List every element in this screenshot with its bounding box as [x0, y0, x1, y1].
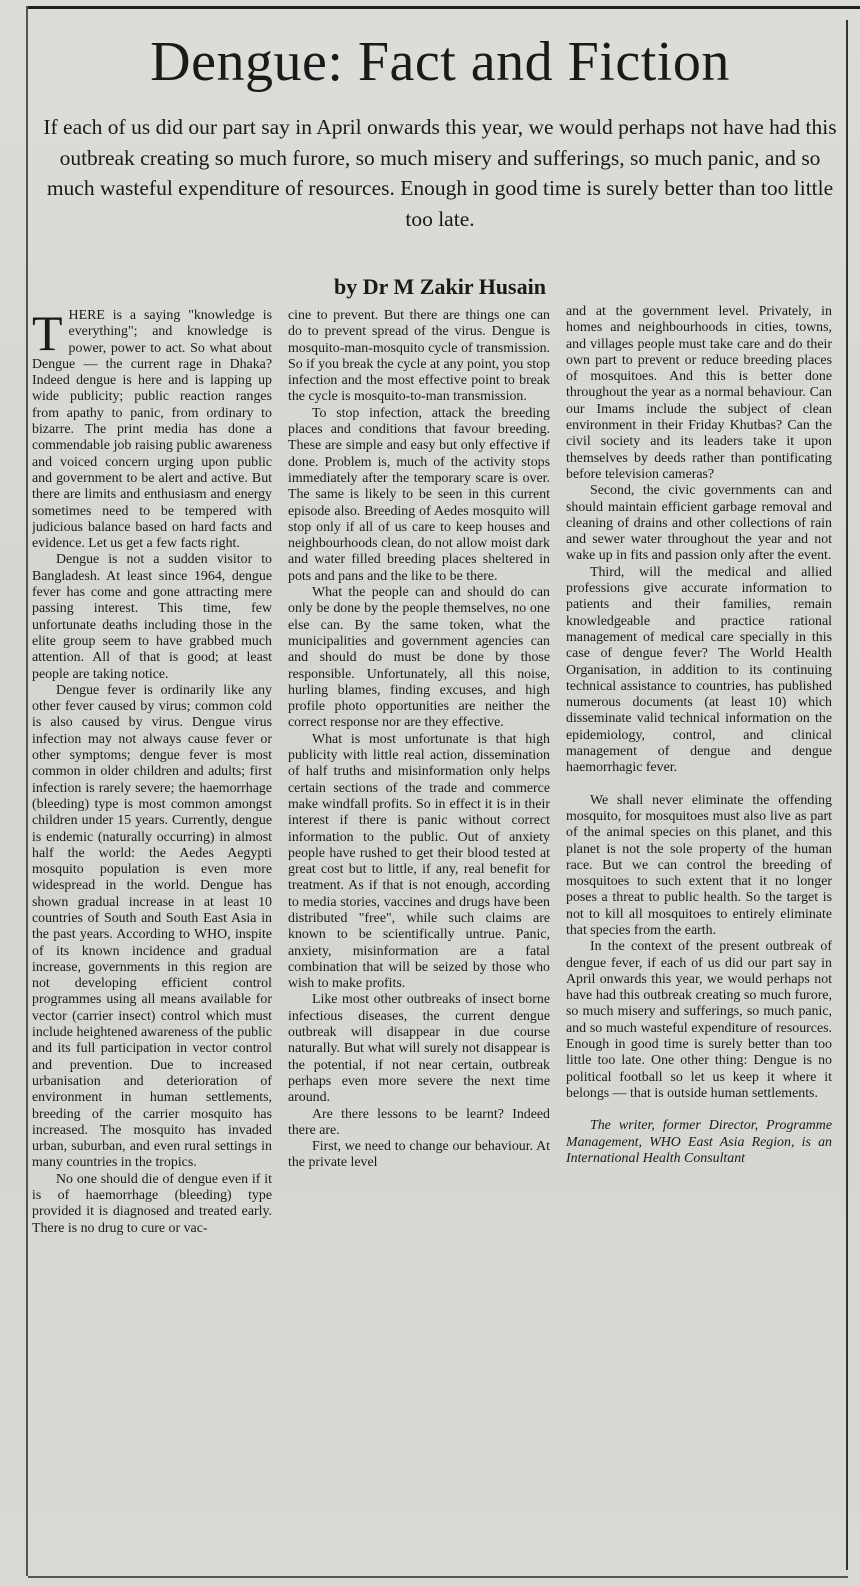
drop-cap: T: [32, 308, 63, 361]
paragraph: Dengue fever is ordinarily like any other fever caused by virus; common cold is also caused by virus. Dengue virus infection may not always cause fever or other symptoms; dengue fever is most common in older children and adults; first infection is rarely severe; the haemorrhage (bleeding) type is most common amongst children under 15 years. Currently, dengue is endemic (naturally occurring) in almost half the world: the Aedes Aegypti mosquito population is even more widespread in the world. Dengue has shown gradual increase in at least 10 countries of South and South East Asia in the past years. According to WHO, inspite of its known incidence and gradual increase, governments in this region are not developing efficient control programmes using all means available for vector (carrier insect) control which must include heightened awareness of the public and its full participation in vector control and prevention. Due to increased urbanisation and deterioration of environment in human settlements, breeding of the carrier mosquito has increased. The mosquito has invaded urban, suburban, and even rural settings in many countries in the tropics.: [32, 682, 272, 1171]
paragraph: Third, will the medical and allied professions give accurate information to patients and their families, remain knowledgeable and practice rational management of medical care specially in this case of dengue fever? The World Health Organisation, in addition to its continuing technical assistance to countries, has published numerous documents (at least 10) which disseminate valid technical information on the epidemiology, control, and clinical management of dengue and dengue haemorrhagic fever.: [566, 564, 832, 776]
paragraph: cine to prevent. But there are things one can do to prevent spread of the virus. Dengue is mosquito-man-mosquito cycle of transmission. So if you break the cycle at any point, you stop infection and the most effective point to break the cycle is mosquito-to-man transmission.: [288, 308, 550, 405]
bottom-rule: [28, 1576, 848, 1578]
paragraph: Second, the civic governments can and should maintain efficient garbage removal and cleaning of drains and other collections of rain and sewer water throughout the year and not wake up in fits and passion only after the event.: [566, 483, 832, 564]
paragraph: We shall never eliminate the offending mosquito, for mosquitoes must also live as part of the animal species on this planet, and this planet is not the sole property of the human race. But we can control the breeding of mosquitoes to such extent that it no longer poses a threat to public health. So the target is not to kill all mosquitoes to entirely eliminate that species from the earth.: [566, 792, 832, 938]
author-credit: The writer, former Director, Programme Management, WHO East Asia Region, is an International Health Consultant: [566, 1118, 832, 1166]
paragraph-text: HERE is a saying "knowledge is everything"; and knowledge is power, power to act. So what about Dengue — the current rage in Dhaka? Indeed dengue is here and is lapping up wide publicity; public reaction ranges from apathy to panic, from ordinary to bizarre. The print media has done a commendable job raising public awareness and voiced concern urging upon public and government to be alert and active. But there are limits and enthusiasm and energy sometimes need to be tempered with judicious balance based on hard facts and evidence. Let us get a few facts right.: [32, 308, 272, 552]
left-rule: [26, 6, 28, 1576]
paragraph: What the people can and should do can only be done by the people themselves, no one else can. By the same token, what the municipalities and government agencies can and should do must be done by those responsible. Unfortunately, all this noise, hurling blames, finding excuses, and high profile photo opportunities are neither the correct response nor are they effective.: [288, 585, 550, 731]
paragraph: Are there lessons to be learnt? Indeed there are.: [288, 1106, 550, 1138]
paragraph: [32, 308, 272, 552]
article-column-2: [288, 308, 550, 1568]
paragraph: Dengue is not a sudden visitor to Bangladesh. At least since 1964, dengue fever has come and gone attracting mere passing interest. This time, few unfortunate deaths including those in the elite group seem to have grabbed much attention. All of that is good; at least people are taking notice.: [32, 552, 272, 682]
paragraph: and at the government level. Privately, in homes and neighbourhoods in cities, towns, and villages people must take care and do their own part to prevent or reduce breeding places of mosquitoes. And this is better done throughout the year as a normal behaviour. Can our Imams include the subject of clean environment in their Friday Khutbas? Can the civil society and its leaders take it upon themselves by deeds rather than pontificating before television cameras?: [566, 304, 832, 482]
paragraph: What is most unfortunate is that high publicity with little real action, dissemination of half truths and misinformation only helps certain sections of the trade and commerce make windfall profits. So in effect it is in their interest if there is panic without correct information to the public. Out of anxiety people have rushed to get their blood tested at great cost but to little, if any, real benefit for treatment. As if that is not enough, according to media stories, vaccines and drugs have been distributed "free", while such claims are known to be scientifically untrue. Panic, anxiety, misinformation are a fatal combination that will be seized by those who wish to make profits.: [288, 731, 550, 992]
top-rule: [28, 6, 860, 9]
paragraph: In the context of the present outbreak of dengue fever, if each of us did our part say in April onwards this year, we would perhaps not have had this outbreak creating so much furore, so much misery and sufferings, so much panic, and so much wasteful expenditure of resources. Enough in good time is surely better than too little too late. One other thing: Dengue is no political football so let us keep it where it belongs — that is outside human settlements.: [566, 939, 832, 1101]
article-byline: by Dr M Zakir Husain: [334, 274, 546, 299]
right-column-rule: [846, 20, 848, 1570]
article-standfirst: If each of us did our part say in April onwards this year, we would perhaps not have had this outbreak creating so much furore, so much misery and sufferings, so much panic, and so much wasteful expenditure of resources. Enough in good time is surely better than too little too late.: [43, 115, 837, 231]
article-column-3: [566, 304, 832, 1568]
paragraph: First, we need to change our behaviour. At the private level: [288, 1139, 550, 1171]
paragraph: No one should die of dengue even if it is of haemorrhage (bleeding) type provided it is diagnosed and treated early. There is no drug to cure or vac-: [32, 1171, 272, 1236]
article-column-1: [32, 308, 272, 1568]
paragraph: Like most other outbreaks of insect borne infectious diseases, the current dengue outbreak will disappear in due course naturally. But what will surely not disappear is the potential, if not near certain, outbreak perhaps even more severe the next time around.: [288, 992, 550, 1106]
paragraph: To stop infection, attack the breeding places and conditions that favour breeding. These are simple and easy but only effective if done. Problem is, much of the activity stops immediately after the temporary scare is over. The same is likely to be seen in this current episode also. Breeding of Aedes mosquito will stop only if all of us care to keep houses and neighbourhoods clean, do not allow moist dark and water filled breeding places sheltered in pots and pans and the like to be there.: [288, 405, 550, 584]
article-headline: Dengue: Fact and Fiction: [150, 31, 730, 93]
